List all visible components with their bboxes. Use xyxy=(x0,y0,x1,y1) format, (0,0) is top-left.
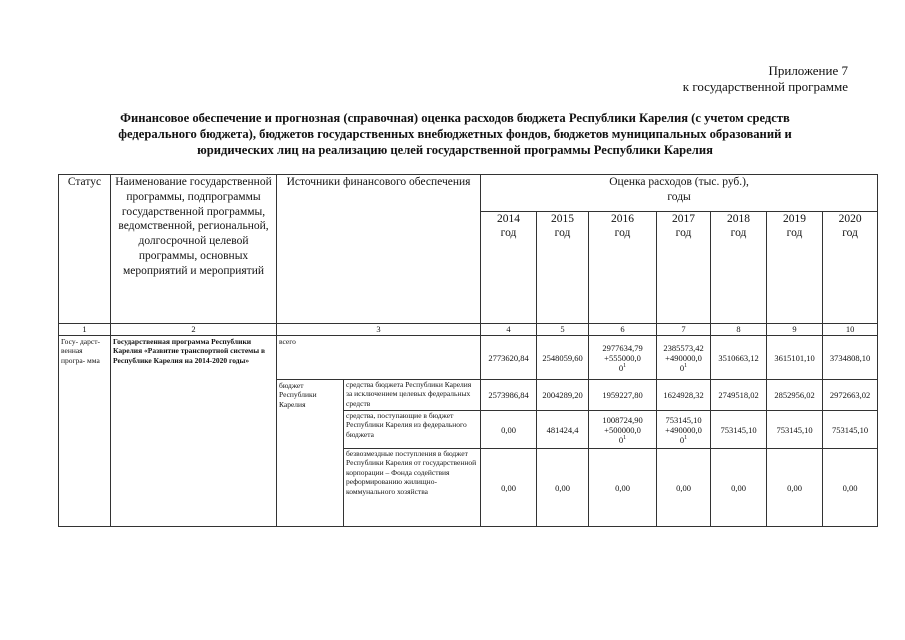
value-federal-2019: 753145,10 xyxy=(767,411,823,449)
header-year-2018: 2018 год xyxy=(711,212,767,324)
header-year-2014: 2014 год xyxy=(481,212,537,324)
title-line-1: Финансовое обеспечение и прогнозная (справочная) оценка расходов бюджета Республики Карелия (с учетом средств xyxy=(120,111,790,125)
value-federal-2016: 1008724,90 +500000,0 $0^1$ xyxy=(589,411,657,449)
header-year-2017: 2017 год xyxy=(657,212,711,324)
source-total-label: всего xyxy=(277,336,481,380)
program-name: Государственная программа Республики Карелия «Развитие транспортной системы в Республике Карелия на 2014-2020 годы» xyxy=(111,336,277,527)
value-budget-2020: 2972663,02 xyxy=(823,380,878,411)
header-year-2016: 2016 год xyxy=(589,212,657,324)
header-year-2015: 2015 год xyxy=(537,212,589,324)
column-number: 2 xyxy=(111,324,277,336)
value-total-2019: 3615101,10 xyxy=(767,336,823,380)
value-federal-2014: 0,00 xyxy=(481,411,537,449)
program-status: Госу- дарст- венная програ- мма xyxy=(59,336,111,527)
value-federal-2015: 481424,4 xyxy=(537,411,589,449)
value-total-2016: 2977634,79 +555000,0 $0^1$ xyxy=(589,336,657,380)
header-estimate: Оценка расходов (тыс. руб.), годы xyxy=(481,175,878,212)
value-budget-2014: 2573986,84 xyxy=(481,380,537,411)
table-row-total xyxy=(59,336,878,380)
header-year-2019: 2019 год xyxy=(767,212,823,324)
column-number: 3 xyxy=(277,324,481,336)
column-number: 5 xyxy=(537,324,589,336)
column-number: 1 xyxy=(59,324,111,336)
value-total-2017: 2385573,42 +490000,0 $0^1$ xyxy=(657,336,711,380)
value-total-2018: 3510663,12 xyxy=(711,336,767,380)
value-federal-2018: 753145,10 xyxy=(711,411,767,449)
value-fund-2018: 0,00 xyxy=(711,449,767,527)
value-total-2020: 3734808,10 xyxy=(823,336,878,380)
column-number-row xyxy=(59,324,878,336)
value-budget-2015: 2004289,20 xyxy=(537,380,589,411)
value-fund-2017: 0,00 xyxy=(657,449,711,527)
title-line-2: федерального бюджета), бюджетов государственных внебюджетных фондов, бюджетов муниципальных образований и xyxy=(118,127,792,141)
value-fund-2020: 0,00 xyxy=(823,449,878,527)
column-number: 9 xyxy=(767,324,823,336)
value-federal-2017: 753145,10 +490000,0 $0^1$ xyxy=(657,411,711,449)
value-fund-2014: 0,00 xyxy=(481,449,537,527)
source-fund: безвозмездные поступления в бюджет Республики Карелия от государственной корпорации – Фонда содействия реформированию жилищно-коммунального хозяйства xyxy=(344,449,481,527)
value-fund-2019: 0,00 xyxy=(767,449,823,527)
value-budget-2017: 1624928,32 xyxy=(657,380,711,411)
appendix-heading xyxy=(683,63,848,95)
column-number: 6 xyxy=(589,324,657,336)
title-line-3: юридических лиц на реализацию целей государственной программы Республики Карелия xyxy=(197,143,713,157)
column-number: 4 xyxy=(481,324,537,336)
column-number: 10 xyxy=(823,324,878,336)
source-federal: средства, поступающие в бюджет Республики Карелия из федерального бюджета xyxy=(344,411,481,449)
header-name: Наименование государственной программы, подпрограммы государственной программы, ведомственной, региональной, долгосрочной целевой программы, основных мероприятий и мероприятий xyxy=(111,175,277,324)
source-budget-label: бюджет Республики Карелия xyxy=(277,380,344,527)
header-status: Статус xyxy=(59,175,111,324)
column-number: 7 xyxy=(657,324,711,336)
value-budget-2018: 2749518,02 xyxy=(711,380,767,411)
value-total-2015: 2548059,60 xyxy=(537,336,589,380)
appendix-reference: к государственной программе xyxy=(682,79,848,94)
source-budget-own: средства бюджета Республики Карелия за исключением целевых федеральных средств xyxy=(344,380,481,411)
header-row-1 xyxy=(59,175,878,212)
header-sources: Источники финансового обеспечения xyxy=(277,175,481,324)
document-title xyxy=(60,110,850,158)
value-total-2014: 2773620,84 xyxy=(481,336,537,380)
appendix-number: Приложение 7 xyxy=(768,63,848,78)
value-budget-2019: 2852956,02 xyxy=(767,380,823,411)
value-fund-2015: 0,00 xyxy=(537,449,589,527)
column-number: 8 xyxy=(711,324,767,336)
budget-table xyxy=(58,174,878,527)
value-budget-2016: 1959227,80 xyxy=(589,380,657,411)
value-fund-2016: 0,00 xyxy=(589,449,657,527)
value-federal-2020: 753145,10 xyxy=(823,411,878,449)
header-year-2020: 2020 год xyxy=(823,212,878,324)
